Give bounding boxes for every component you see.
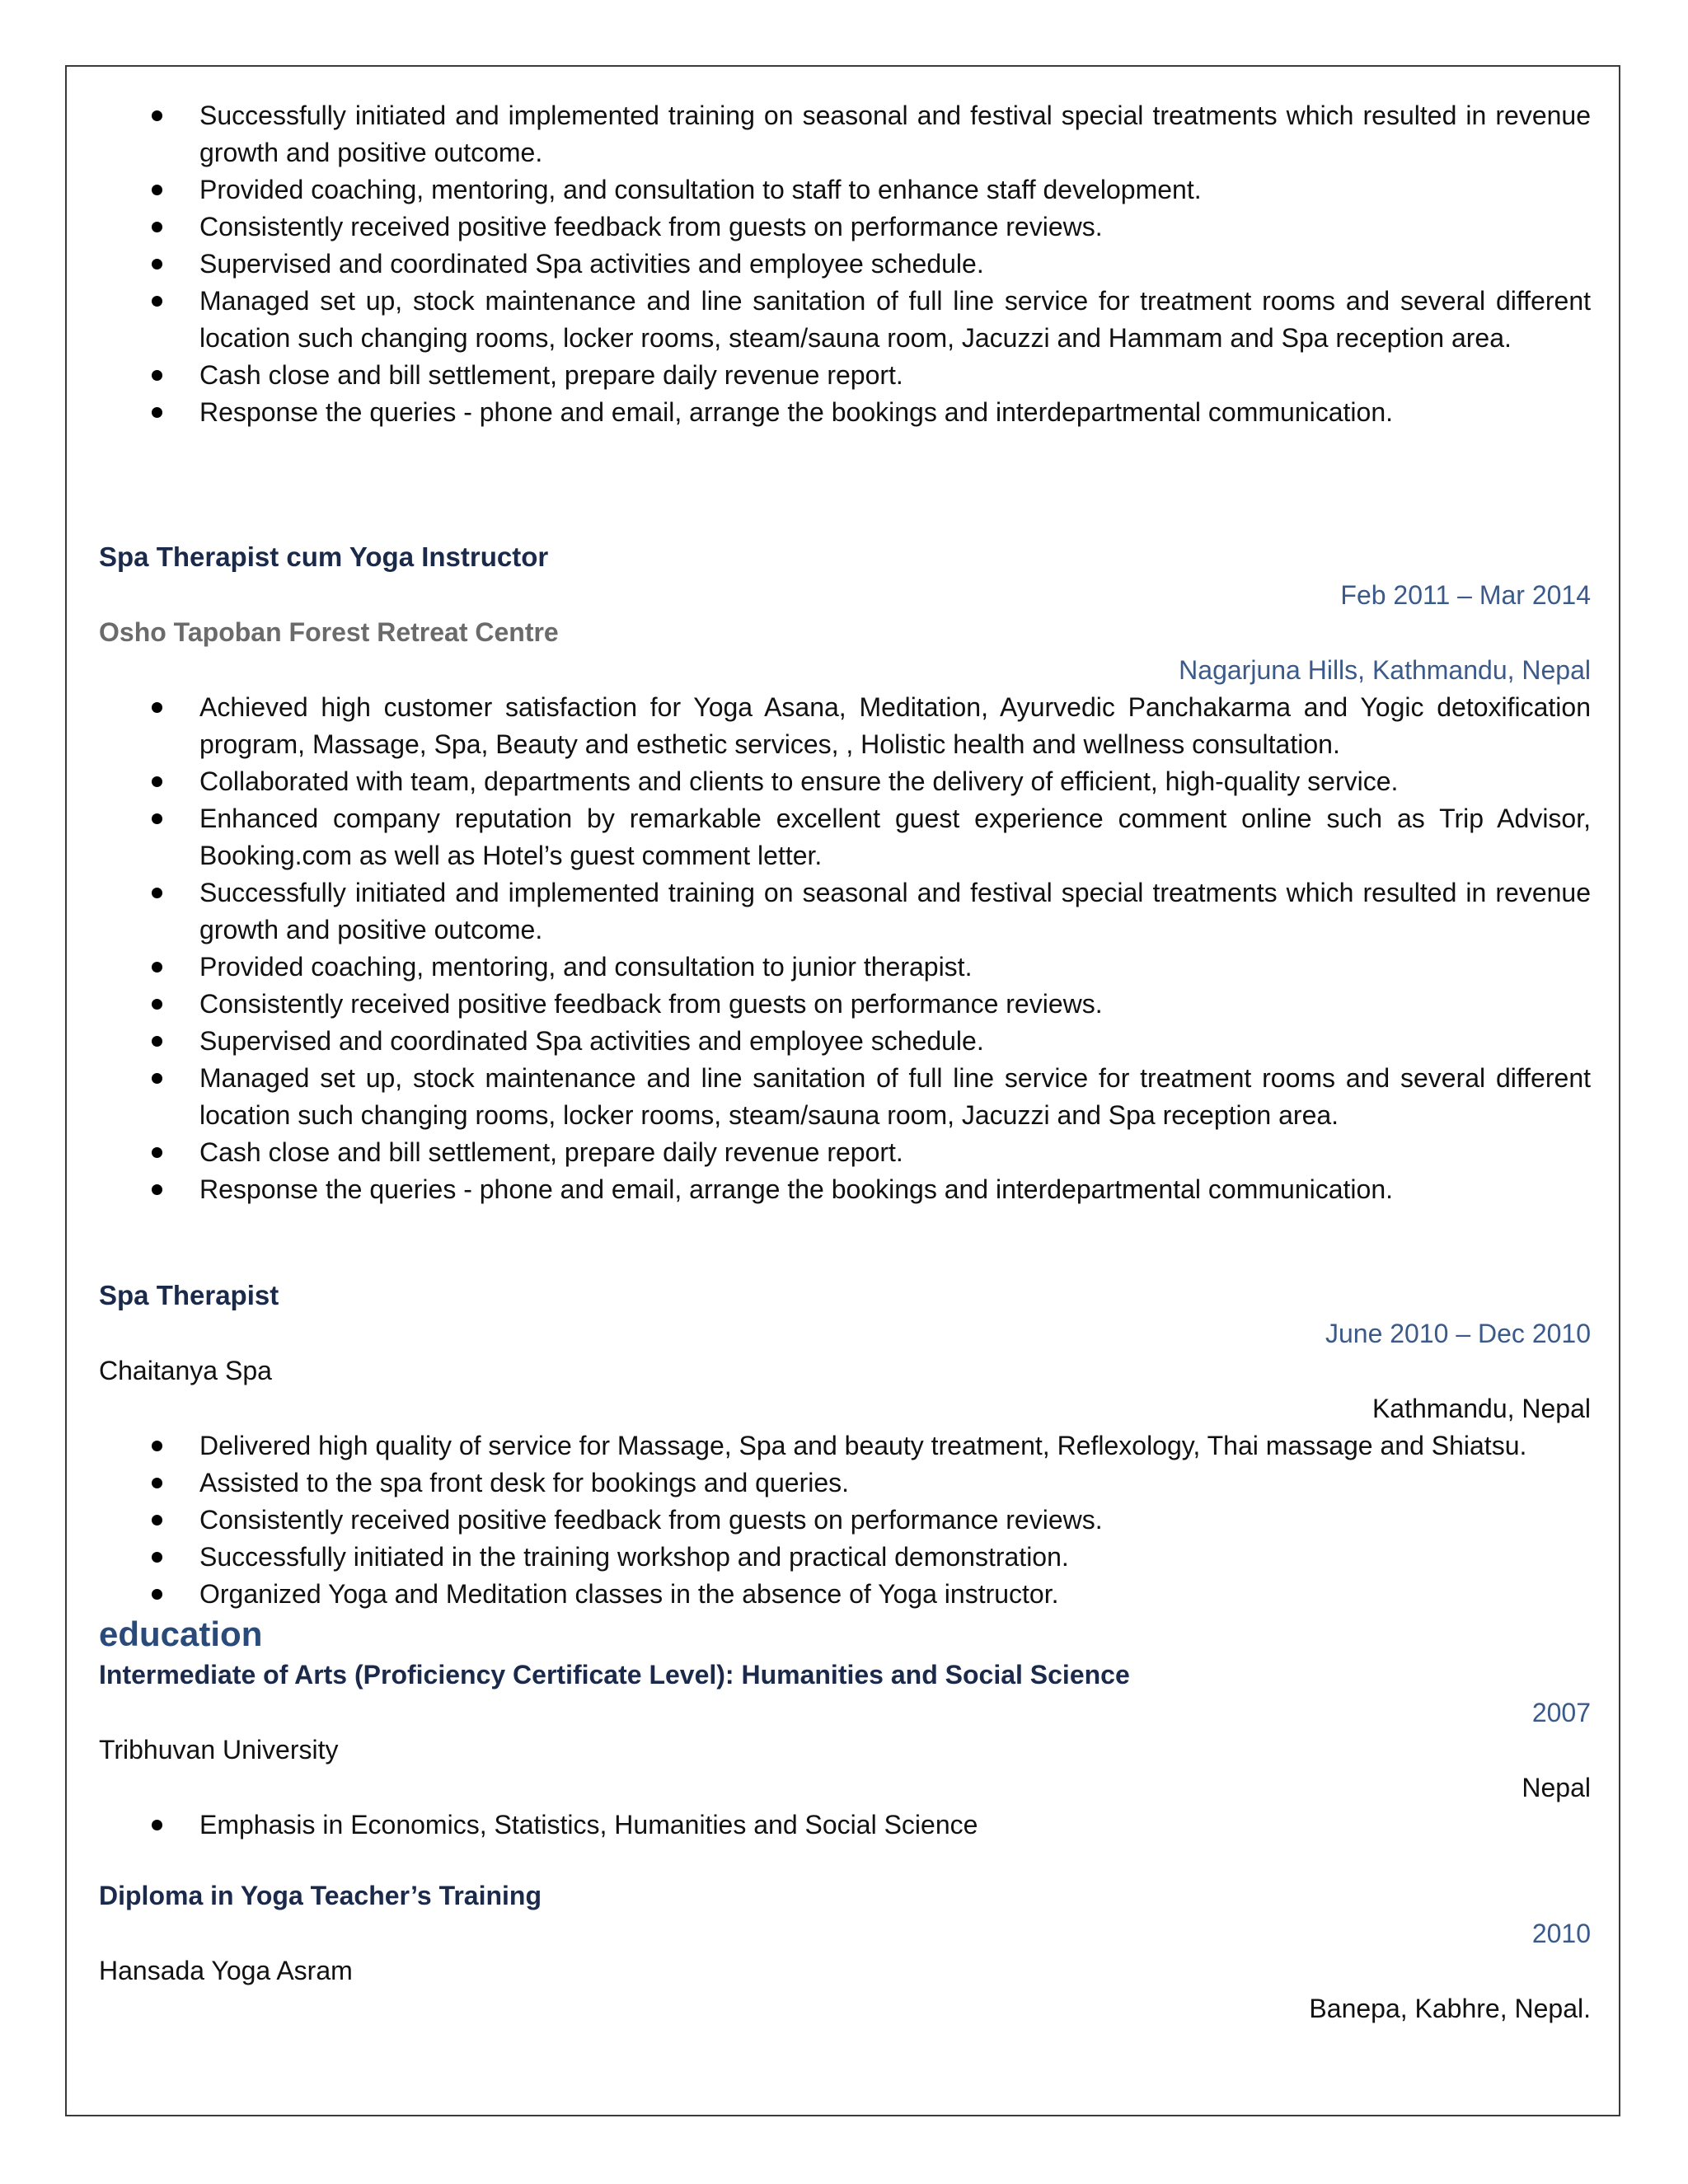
bullet-item: Managed set up, stock maintenance and line sanitation of full line service for treatment rooms and several different location such changing rooms, locker rooms, steam/sauna room, Jacuzzi and Hammam and Spa reception area. (99, 283, 1591, 357)
bullet-dot-icon (152, 1147, 162, 1158)
bullet-dot-icon (152, 370, 162, 381)
bullet-item: Provided coaching, mentoring, and consultation to junior therapist. (99, 949, 1591, 986)
resume-content (99, 97, 1591, 2027)
bullet-item: Collaborated with team, departments and clients to ensure the delivery of efficient, high-quality service. (99, 763, 1591, 800)
bullet-dot-icon (152, 259, 162, 269)
bullet-dot-icon (152, 999, 162, 1010)
bullet-dot-icon (152, 1441, 162, 1451)
bullet-item: Successfully initiated and implemented training on seasonal and festival special treatments which resulted in revenue growth and positive outcome. (99, 874, 1591, 949)
bullet-dot-icon (152, 813, 162, 824)
bullet-item: Supervised and coordinated Spa activities and employee schedule. (99, 246, 1591, 283)
bullet-dot-icon (152, 110, 162, 121)
education-entry (99, 1656, 1591, 1844)
job-location: Kathmandu, Nepal (1372, 1394, 1591, 1423)
job-title: Spa Therapist (99, 1280, 279, 1310)
job-dates: Feb 2011 – Mar 2014 (1340, 580, 1591, 610)
bullet-dot-icon (152, 1184, 162, 1195)
bullet-dot-icon (152, 185, 162, 195)
bullet-item: Successfully initiated and implemented training on seasonal and festival special treatments which resulted in revenue growth and positive outcome. (99, 97, 1591, 171)
job-entry-spa-therapist (99, 1277, 1591, 1613)
bullet-item: Successfully initiated in the training workshop and practical demonstration. (99, 1539, 1591, 1576)
bullet-item: Organized Yoga and Meditation classes in the absence of Yoga instructor. (99, 1576, 1591, 1613)
job-company: Osho Tapoban Forest Retreat Centre (99, 617, 559, 647)
bullet-dot-icon (152, 888, 162, 898)
section-heading-education: education (99, 1615, 263, 1653)
bullet-item: Cash close and bill settlement, prepare daily revenue report. (99, 1134, 1591, 1171)
job-bullets (99, 1427, 1591, 1613)
education-section (99, 1613, 1591, 2027)
education-bullets (99, 1807, 1591, 1844)
bullet-item: Consistently received positive feedback from guests on performance reviews. (99, 1502, 1591, 1539)
bullet-dot-icon (152, 222, 162, 232)
bullet-dot-icon (152, 407, 162, 418)
bullet-item: Provided coaching, mentoring, and consultation to staff to enhance staff development. (99, 171, 1591, 209)
bullet-item: Response the queries - phone and email, arrange the bookings and interdepartmental communication. (99, 1171, 1591, 1208)
bullet-dot-icon (152, 296, 162, 307)
bullet-item: Enhanced company reputation by remarkable excellent guest experience comment online such as Trip Advisor, Booking.com as well as Hotel’s guest comment letter. (99, 800, 1591, 874)
bullet-item: Managed set up, stock maintenance and line sanitation of full line service for treatment rooms and several different location such changing rooms, locker rooms, steam/sauna room, Jacuzzi and Spa reception area. (99, 1060, 1591, 1134)
bullet-dot-icon (152, 1552, 162, 1563)
job-title: Spa Therapist cum Yoga Instructor (99, 541, 549, 572)
job-location: Nagarjuna Hills, Kathmandu, Nepal (1179, 655, 1591, 685)
bullet-item: Assisted to the spa front desk for bookings and queries. (99, 1465, 1591, 1502)
degree-year: 2007 (1531, 1698, 1591, 1727)
institution-name: Tribhuvan University (99, 1735, 339, 1765)
bullet-item: Supervised and coordinated Spa activities and employee schedule. (99, 1023, 1591, 1060)
bullet-dot-icon (152, 702, 162, 713)
bullet-item: Delivered high quality of service for Massage, Spa and beauty treatment, Reflexology, Thai massage and Shiatsu. (99, 1427, 1591, 1465)
degree-year: 2010 (1531, 1919, 1591, 1948)
job-dates: June 2010 – Dec 2010 (1325, 1319, 1591, 1348)
bullet-dot-icon (152, 1478, 162, 1488)
bullet-dot-icon (152, 1589, 162, 1600)
bullet-item: Response the queries - phone and email, arrange the bookings and interdepartmental communication. (99, 394, 1591, 431)
bullet-item: Emphasis in Economics, Statistics, Humanities and Social Science (99, 1807, 1591, 1844)
education-entry (99, 1877, 1591, 2027)
bullet-item: Consistently received positive feedback from guests on performance reviews. (99, 986, 1591, 1023)
institution-location: Nepal (1522, 1773, 1591, 1802)
institution-name: Hansada Yoga Asram (99, 1956, 353, 1985)
bullet-dot-icon (152, 962, 162, 972)
bullet-item: Consistently received positive feedback from guests on performance reviews. (99, 209, 1591, 246)
job-bullets (99, 689, 1591, 1208)
bullet-item: Cash close and bill settlement, prepare daily revenue report. (99, 357, 1591, 394)
institution-location: Banepa, Kabhre, Nepal. (1309, 1994, 1591, 2023)
prev-job-bullets (99, 97, 1591, 431)
bullet-dot-icon (152, 1036, 162, 1047)
job-company: Chaitanya Spa (99, 1356, 272, 1385)
job-entry-spa-therapist-yoga (99, 538, 1591, 1208)
bullet-dot-icon (152, 1820, 162, 1830)
degree-title: Intermediate of Arts (Proficiency Certificate Level): Humanities and Social Science (99, 1660, 1130, 1690)
bullet-dot-icon (152, 1073, 162, 1084)
bullet-dot-icon (152, 776, 162, 787)
bullet-dot-icon (152, 1515, 162, 1526)
degree-title: Diploma in Yoga Teacher’s Training (99, 1881, 542, 1910)
bullet-item: Achieved high customer satisfaction for Yoga Asana, Meditation, Ayurvedic Panchakarma and Yogic detoxification program, Massage, Spa, Beauty and esthetic services, , Holistic health and wellness consultation. (99, 689, 1591, 763)
